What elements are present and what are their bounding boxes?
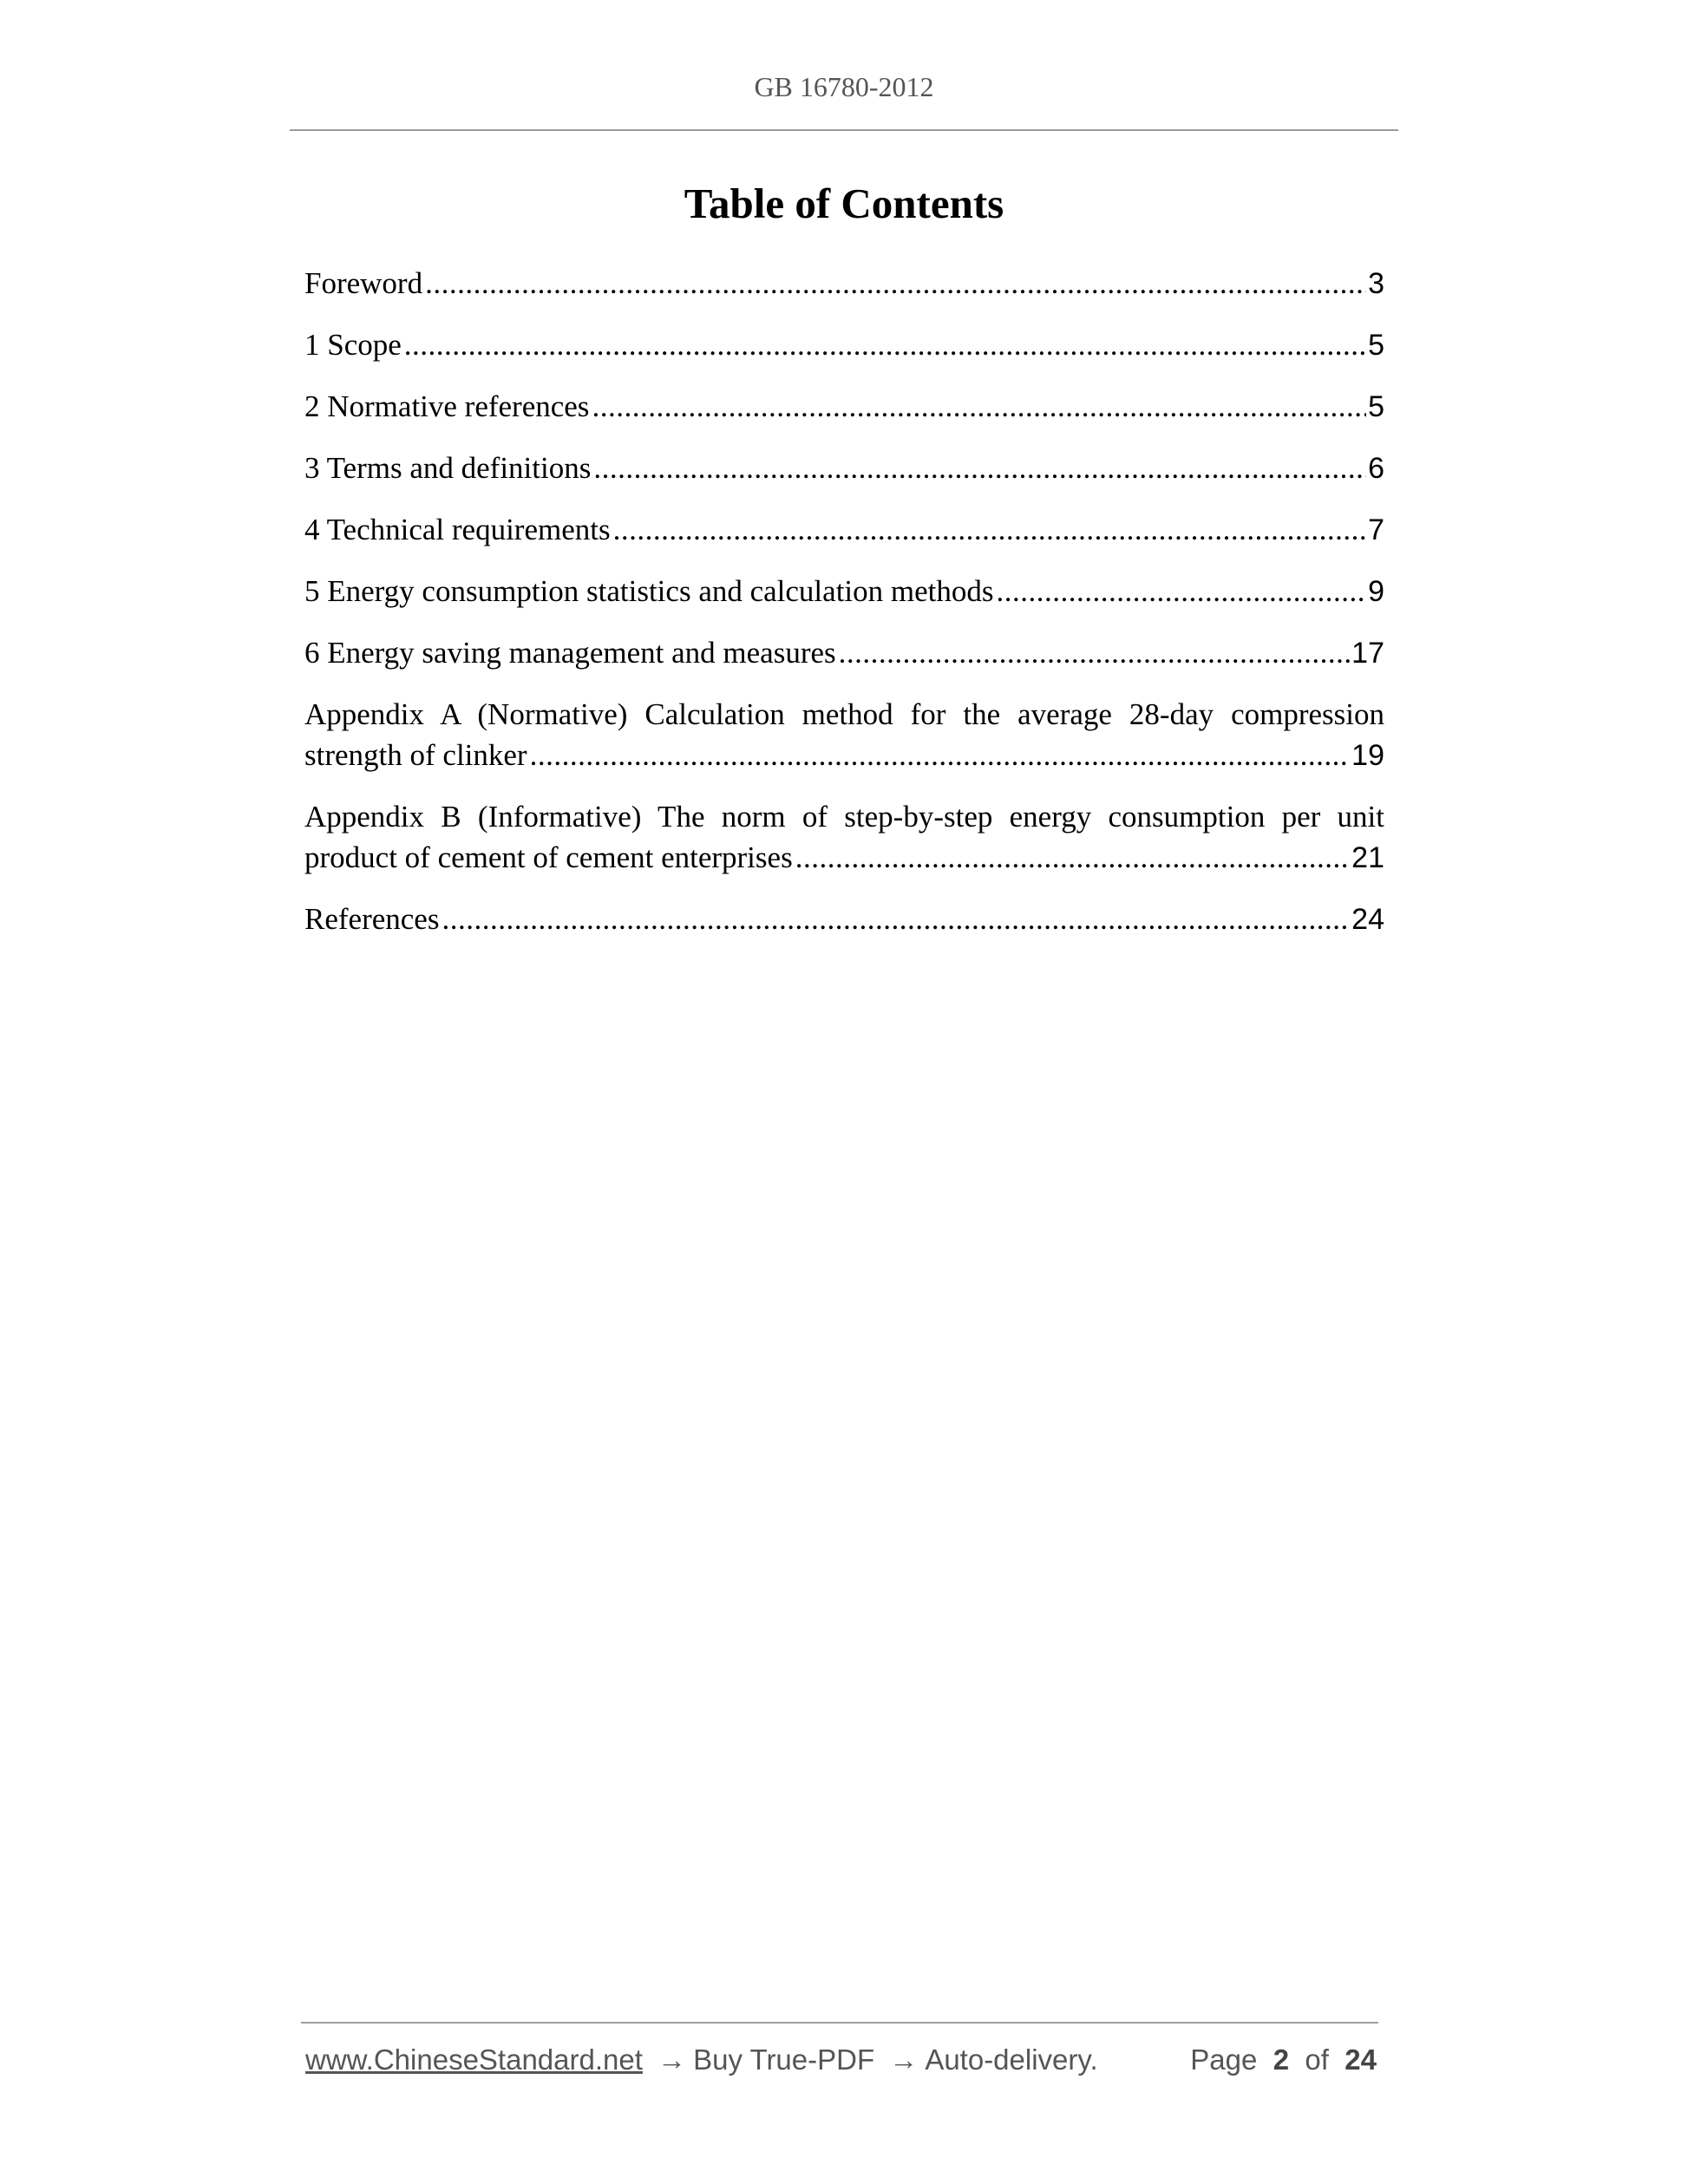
arrow-right-icon: →: [889, 2043, 919, 2076]
toc-leader-dots: [836, 632, 1351, 673]
toc-entry-label: 2 Normative references: [304, 389, 590, 423]
page-footer: [305, 2043, 1377, 2076]
page-label: Page: [1190, 2043, 1258, 2076]
toc-page-number: 21: [1351, 841, 1384, 874]
table-of-contents: [304, 263, 1384, 960]
page-indicator: [1190, 2043, 1377, 2076]
toc-entry-label: References: [304, 902, 440, 936]
toc-entry-label: 4 Technical requirements: [304, 513, 611, 546]
toc-entry-terms-definitions[interactable]: [304, 448, 1384, 489]
header-divider: [290, 129, 1398, 131]
toc-entry-label: 1 Scope: [304, 328, 402, 362]
toc-entry-label-line1: Appendix B (Informative) The norm of step-by-step energy consumption per unit: [304, 800, 1384, 834]
document-header: GB 16780-2012: [754, 71, 934, 102]
toc-entry-label: product of cement of cement enterprises: [304, 840, 793, 874]
toc-entry-scope[interactable]: [304, 324, 1384, 366]
toc-entry-label: Foreword: [304, 266, 423, 300]
toc-page-number: 17: [1351, 637, 1384, 670]
toc-page-number: 9: [1368, 575, 1384, 608]
toc-entry-label: strength of clinker: [304, 738, 527, 772]
toc-leader-dots: [589, 386, 1366, 427]
toc-entry-references[interactable]: [304, 899, 1384, 940]
toc-entry-appendix-a[interactable]: [304, 694, 1384, 776]
toc-entry-label: 3 Terms and definitions: [304, 451, 592, 485]
site-link[interactable]: www.ChineseStandard.net: [305, 2043, 643, 2076]
toc-entry-foreword[interactable]: [304, 263, 1384, 304]
toc-page-number: 5: [1368, 329, 1384, 362]
toc-page-number: 19: [1351, 739, 1384, 772]
footer-divider: [301, 2022, 1378, 2024]
toc-page-number: 7: [1368, 513, 1384, 546]
toc-entry-label: 5 Energy consumption statistics and calculation methods: [304, 574, 994, 608]
toc-leader-dots: [439, 899, 1350, 939]
toc-leader-dots: [422, 263, 1366, 304]
current-page-number: 2: [1273, 2043, 1290, 2076]
toc-leader-dots: [591, 448, 1366, 488]
toc-page-number: 5: [1368, 390, 1384, 423]
toc-page-number: 24: [1351, 903, 1384, 936]
toc-entry-technical-requirements[interactable]: [304, 509, 1384, 551]
total-pages-number: 24: [1345, 2043, 1377, 2076]
delivery-text: Auto-delivery.: [925, 2043, 1098, 2076]
toc-entry-label-line1: Appendix A (Normative) Calculation method for the average 28-day compression: [304, 697, 1384, 731]
toc-entry-energy-consumption[interactable]: [304, 571, 1384, 612]
toc-page-number: 3: [1368, 267, 1384, 300]
toc-entry-label: 6 Energy saving management and measures: [304, 636, 836, 670]
toc-entry-normative-references[interactable]: [304, 386, 1384, 428]
toc-leader-dots: [611, 509, 1366, 550]
toc-entry-energy-saving[interactable]: [304, 632, 1384, 674]
arrow-right-icon: →: [658, 2043, 687, 2076]
of-label: of: [1305, 2043, 1329, 2076]
buy-text: Buy True-PDF: [693, 2043, 875, 2076]
toc-entry-appendix-b[interactable]: [304, 796, 1384, 879]
toc-leader-dots: [793, 837, 1350, 878]
toc-leader-dots: [527, 735, 1351, 775]
toc-leader-dots: [994, 571, 1367, 611]
toc-title: Table of Contents: [684, 180, 1004, 227]
toc-page-number: 6: [1368, 452, 1384, 485]
toc-leader-dots: [402, 324, 1366, 365]
